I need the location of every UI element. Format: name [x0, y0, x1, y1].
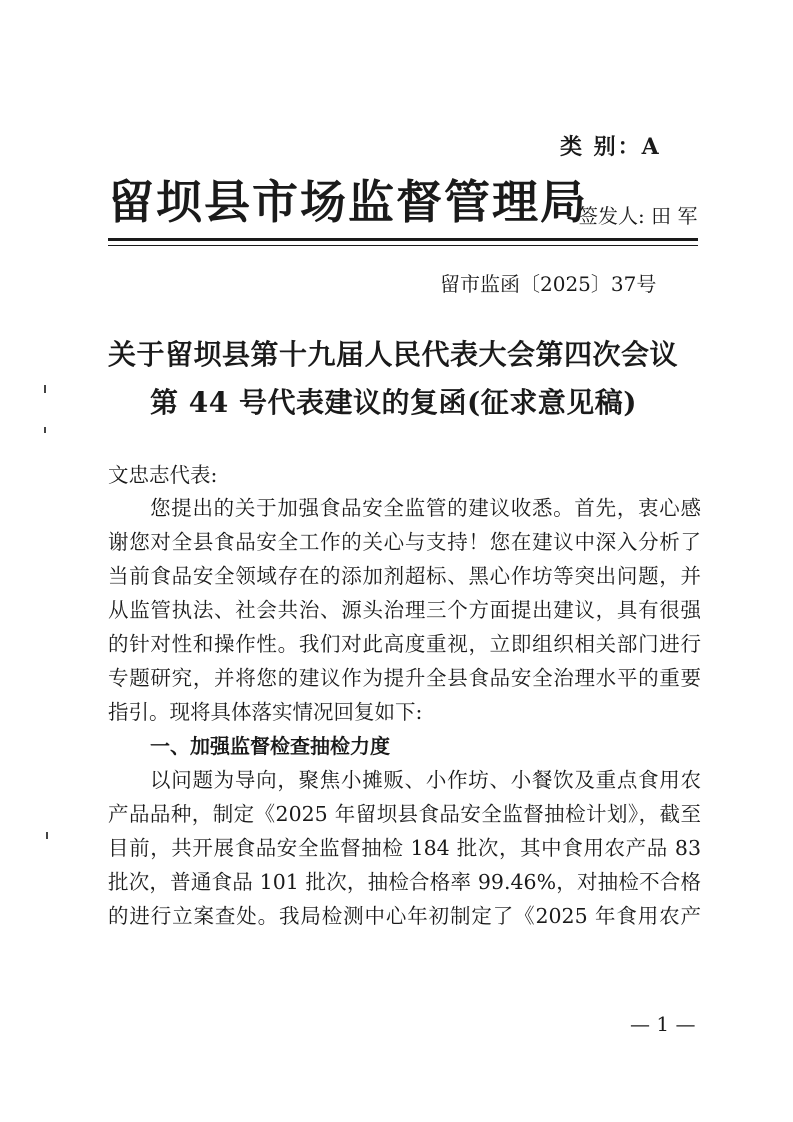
header-rule-thin: [108, 245, 698, 246]
document-title-line-1: 关于留坝县第十九届人民代表大会第四次会议: [108, 338, 679, 371]
scan-mark: [46, 832, 48, 839]
paragraph-line: 您提出的关于加强食品安全监管的建议收悉。首先，衷心感: [150, 496, 701, 520]
scan-mark: [44, 385, 46, 393]
paragraph-line: 以问题为导向，聚焦小摊贩、小作坊、小餐饮及重点食用农: [150, 768, 701, 792]
paragraph-line: 谢您对全县食品安全工作的关心与支持！您在建议中深入分析了: [108, 530, 701, 554]
paragraph-line: 产品品种，制定《2025 年留坝县食品安全监督抽检计划》，截至: [108, 802, 701, 826]
scan-mark: [44, 427, 46, 433]
paragraph-line: 的针对性和操作性。我们对此高度重视，立即组织相关部门进行: [108, 632, 701, 656]
page-number: — 1 —: [630, 1012, 696, 1036]
document-category: 类 别：A: [560, 134, 661, 160]
document-title-line-2: 第 44 号代表建议的复函(征求意见稿): [150, 386, 637, 419]
header-rule-thick: [108, 238, 698, 241]
paragraph-line: 专题研究，并将您的建议作为提升全县食品安全治理水平的重要: [108, 666, 701, 690]
agency-name: 留坝县市场监督管理局: [108, 175, 588, 229]
section-heading: 一、加强监督检查抽检力度: [150, 734, 390, 758]
paragraph-line: 目前，共开展食品安全监督抽检 184 批次，其中食用农产品 83: [108, 836, 701, 860]
paragraph-line: 批次，普通食品 101 批次，抽检合格率 99.46%，对抽检不合格: [108, 870, 701, 894]
signer: 签发人: 田 军: [578, 204, 698, 228]
paragraph-line: 的进行立案查处。我局检测中心年初制定了《2025 年食用农产: [108, 904, 701, 928]
document-number: 留市监函〔2025〕37号: [440, 272, 657, 296]
paragraph-line: 从监管执法、社会共治、源头治理三个方面提出建议，具有很强: [108, 598, 701, 622]
paragraph-line: 当前食品安全领域存在的添加剂超标、黑心作坊等突出问题，并: [108, 564, 701, 588]
paragraph-line: 指引。现将具体落实情况回复如下:: [108, 700, 423, 724]
salutation: 文忠志代表:: [108, 463, 218, 487]
